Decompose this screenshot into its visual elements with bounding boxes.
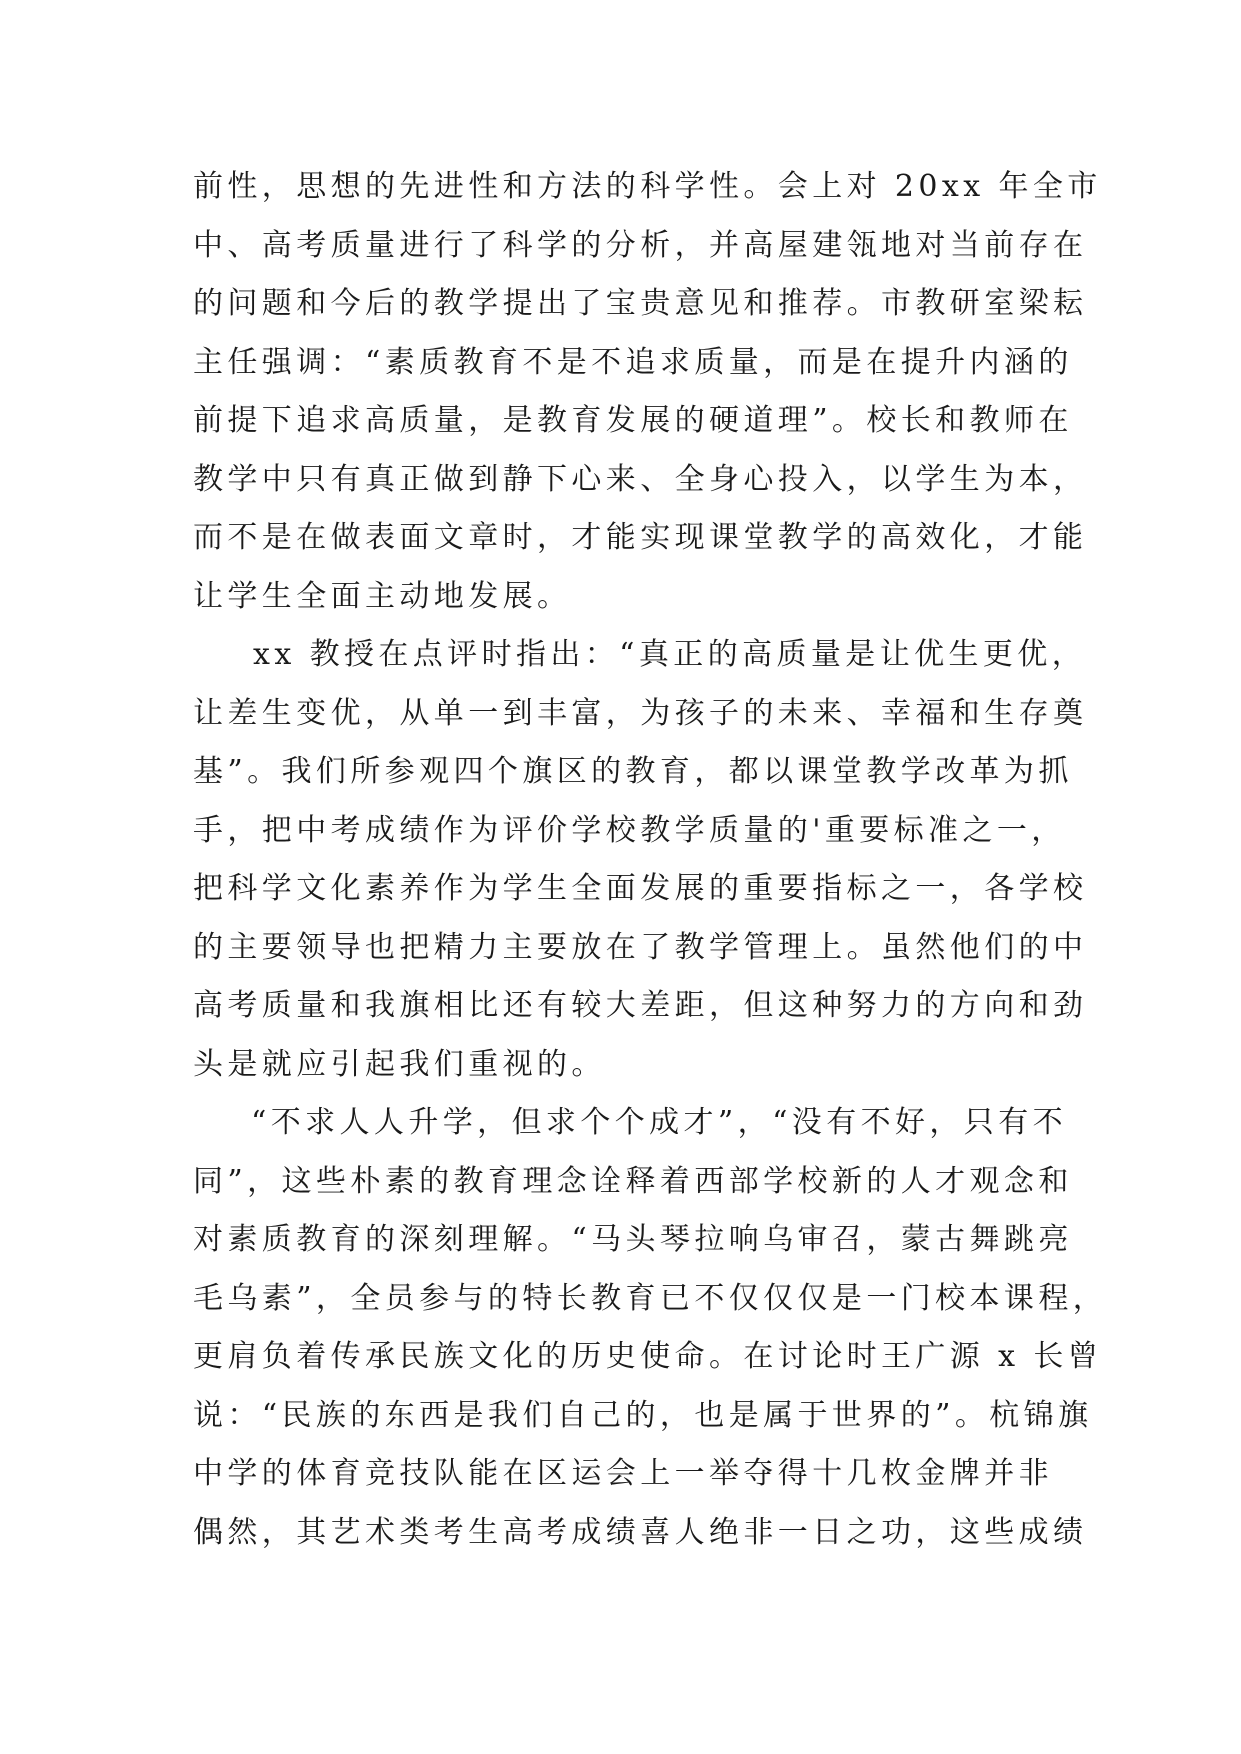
text-line: 高考质量和我旗相比还有较大差距，但这种努力的方向和劲: [193, 988, 1088, 1023]
text-line: 把科学文化素养作为学生全面发展的重要指标之一，各学校: [193, 871, 1088, 906]
text-line: 让学生全面主动地发展。: [193, 578, 572, 614]
body-text: [193, 158, 1108, 1562]
paragraph-first-line: xx 教授在点评时指出：“真正的高质量是让优生更优，: [253, 637, 1087, 672]
text-line: 对素质教育的深刻理解。“马头琴拉响乌审召，蒙古舞跳亮: [193, 1222, 1073, 1257]
text-line: 教学中只有真正做到静下心来、全身心投入，以学生为本，: [193, 461, 1088, 497]
text-line: 中、高考质量进行了科学的分析，并高屋建瓴地对当前存在: [193, 227, 1088, 263]
text-line: 说：“民族的东西是我们自己的，也是属于世界的”。杭锦旗: [193, 1397, 1093, 1433]
text-line: 毛乌素”，全员参与的特长教育已不仅仅仅是一门校本课程，: [193, 1280, 1108, 1316]
text-line: 的问题和今后的教学提出了宝贵意见和推荐。市教研室梁耘: [193, 286, 1088, 321]
text-line: 同”，这些朴素的教育理念诠释着西部学校新的人才观念和: [193, 1163, 1073, 1199]
text-line: 前性，思想的先进性和方法的科学性。会上对 20xx 年全市: [193, 169, 1102, 204]
text-line: 中学的体育竞技队能在区运会上一举夺得十几枚金牌并非: [193, 1456, 1053, 1491]
paragraph-first-line: “不求人人升学，但求个个成才”，“没有不好，只有不: [251, 1105, 1068, 1140]
text-line: 头是就应引起我们重视的。: [193, 1046, 606, 1082]
text-line: 的主要领导也把精力主要放在了教学管理上。虽然他们的中: [193, 929, 1088, 965]
text-line: 前提下追求高质量，是教育发展的硬道理”。校长和教师在: [193, 403, 1073, 438]
text-line: 手，把中考成绩作为评价学校教学质量的'重要标准之一，: [193, 812, 1066, 848]
text-line: 基”。我们所参观四个旗区的教育，都以课堂教学改革为抓: [193, 754, 1073, 789]
text-line: 偶然，其艺术类考生高考成绩喜人绝非一日之功，这些成绩: [193, 1514, 1088, 1550]
text-line: 让差生变优，从单一到丰富，为孩子的未来、幸福和生存奠: [193, 695, 1088, 731]
text-line: 而不是在做表面文章时，才能实现课堂教学的高效化，才能: [193, 520, 1088, 555]
text-line: 更肩负着传承民族文化的历史使命。在讨论时王广源 x 长曾: [193, 1339, 1103, 1374]
text-line: 主任强调：“素质教育不是不追求质量，而是在提升内涵的: [193, 344, 1073, 380]
